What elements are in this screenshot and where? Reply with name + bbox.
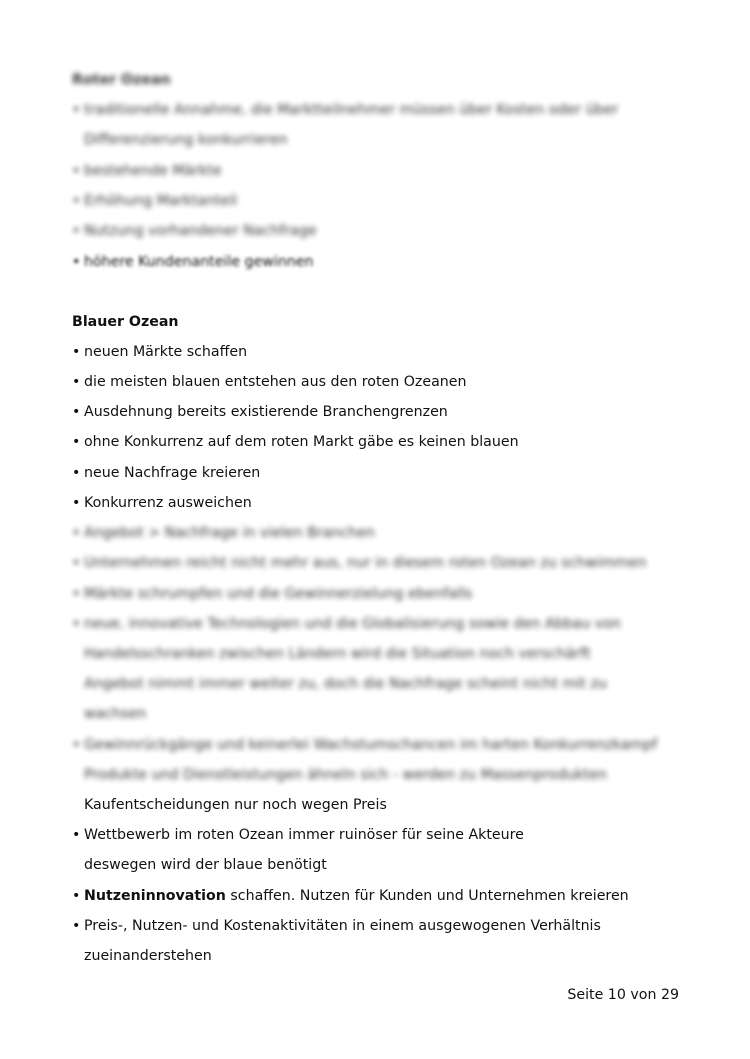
blue-ocean-item-continuation: zueinanderstehen	[84, 948, 212, 964]
blue-ocean-item-continuation: deswegen wird der blaue benötigt	[84, 857, 327, 873]
blue-ocean-item: • ohne Konkurrenz auf dem roten Markt gäbe es keinen blauen	[72, 434, 519, 450]
red-ocean-item-continuation: Differenzierung konkurrieren	[84, 132, 288, 148]
blue-ocean-item: • Gewinnrückgänge und keinerlei Wachstumschancen im harten Konkurrenzkampf	[72, 737, 658, 753]
red-ocean-item: • traditionelle Annahme, die Marktteilnehmer müssen über Kosten oder über	[72, 102, 619, 118]
blue-ocean-item: • Preis-, Nutzen- und Kostenaktivitäten in einem ausgewogenen Verhältnis	[72, 918, 601, 934]
blue-ocean-item: • Konkurrenz ausweichen	[72, 495, 252, 511]
blue-ocean-item-continuation: wachsen	[84, 706, 147, 722]
blue-ocean-item: • Wettbewerb im roten Ozean immer ruinöser für seine Akteure	[72, 827, 524, 843]
blue-ocean-item: • Angebot > Nachfrage in vielen Branchen	[72, 525, 375, 541]
blue-ocean-item-continuation: Kaufentscheidungen nur noch wegen Preis	[84, 797, 387, 813]
red-ocean-item: • bestehende Märkte	[72, 163, 222, 179]
blue-ocean-item: • die meisten blauen entstehen aus den roten Ozeanen	[72, 374, 467, 390]
blue-ocean-item: • neue Nachfrage kreieren	[72, 465, 261, 481]
red-ocean-item: • Nutzung vorhandener Nachfrage	[72, 223, 317, 239]
blue-ocean-item-continuation: Handelsschranken zwischen Ländern wird die Situation noch verschärft	[84, 646, 591, 662]
blue-ocean-heading: Blauer Ozean	[72, 314, 179, 330]
red-ocean-item: • Erhöhung Marktanteil	[72, 193, 238, 209]
red-ocean-item: • höhere Kundenanteile gewinnen	[72, 254, 314, 270]
blue-ocean-item-continuation: Angebot nimmt immer weiter zu, doch die Nachfrage scheint nicht mit zu	[84, 676, 607, 692]
blue-ocean-item: • Ausdehnung bereits existierende Branchengrenzen	[72, 404, 448, 420]
red-ocean-heading: Roter Ozean	[72, 72, 171, 88]
page-number: Seite 10 von 29	[567, 987, 679, 1003]
blue-ocean-item: • Märkte schrumpfen und die Gewinnerzielung ebenfalls	[72, 586, 473, 602]
blue-ocean-item: • neue, innovative Technologien und die Globalisierung sowie den Abbau von	[72, 616, 621, 632]
bold-term: Nutzeninnovation	[84, 888, 226, 904]
blue-ocean-item-continuation: Produkte und Dienstleistungen ähneln sich - werden zu Massenprodukten	[84, 767, 607, 783]
blue-ocean-item: • Nutzeninnovation schaffen. Nutzen für Kunden und Unternehmen kreieren	[72, 888, 629, 904]
blue-ocean-item: • Unternehmen reicht nicht mehr aus, nur in diesem roten Ozean zu schwimmen	[72, 555, 647, 571]
blue-ocean-item: • neuen Märkte schaffen	[72, 344, 248, 360]
